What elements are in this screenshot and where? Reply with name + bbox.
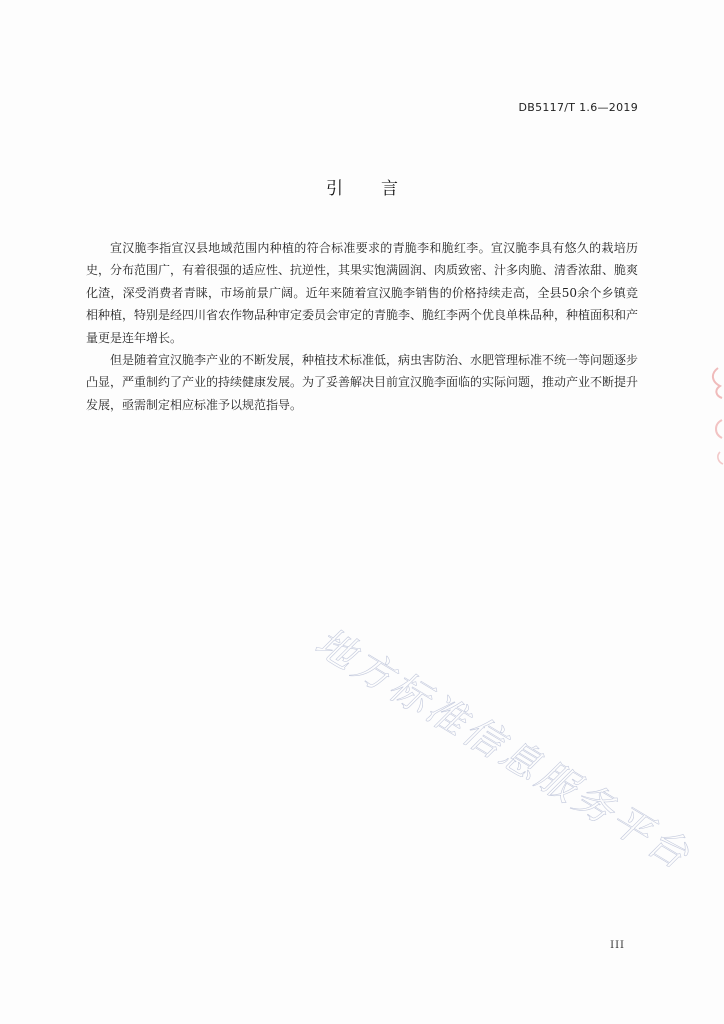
watermark: 地方标准信息服务平台	[307, 619, 699, 880]
paragraph-1: 宣汉脆李指宣汉县地域范围内种植的符合标准要求的青脆李和脆红李。宣汉脆李具有悠久的栽培历史，分布范围广，有着很强的适应性、抗逆性，其果实饱满圆润、肉质致密、汁多肉脆、清香浓甜、脆爽化渣，深受消费者青睐，市场前景广阔。近年来随着宣汉脆李销售的价格持续走高，全县50余个乡镇竞相种植，特别是经四川省农作物品种审定委员会审定的青脆李、脆红李两个优良单株品种，种植面积和产量更是连年增长。	[86, 241, 639, 345]
paragraph-2: 但是随着宣汉脆李产业的不断发展，种植技术标准低，病虫害防治、水肥管理标准不统一等问题逐步凸显，严重制约了产业的持续健康发展。为了妥善解决目前宣汉脆李面临的实际问题，推动产业不断提升发展，亟需制定相应标准予以规范指导。	[86, 353, 639, 412]
introduction-body	[86, 237, 638, 416]
stamp-stroke-1	[713, 368, 722, 398]
section-title-char-1: 引	[326, 179, 343, 199]
stamp-stroke-2	[716, 420, 722, 438]
section-title	[0, 174, 724, 199]
stamp-stroke-3	[718, 452, 723, 464]
section-title-char-2: 言	[381, 179, 398, 199]
page-number: III	[610, 940, 625, 951]
document-code: DB5117/T 1.6—2019	[518, 101, 638, 114]
red-stamp-fragment	[704, 360, 724, 470]
